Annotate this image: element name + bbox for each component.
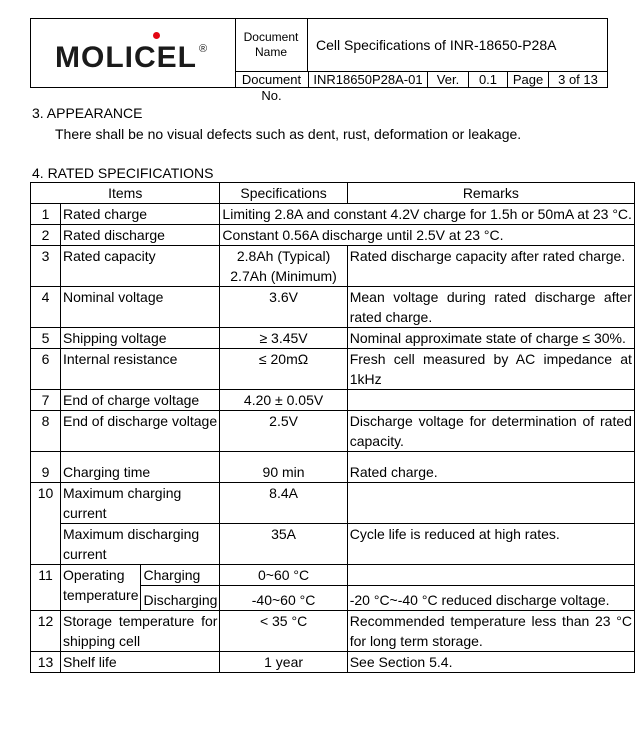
- section-3-title: 3. APPEARANCE: [32, 105, 143, 121]
- row-number: 6: [31, 349, 61, 390]
- page-value: 3 of 13: [558, 72, 598, 87]
- row-item: Rated charge: [61, 204, 220, 225]
- rated-specifications-table: [30, 182, 635, 673]
- table-row: [31, 483, 635, 524]
- row-spec: 2.5V: [220, 411, 347, 452]
- row-remark: -20 °C~-40 °C reduced discharge voltage.: [347, 586, 634, 611]
- row-subitem: Charging: [141, 565, 220, 586]
- table-row: [31, 524, 635, 565]
- row-number: 9: [31, 452, 61, 483]
- table-row: [31, 204, 635, 225]
- section-4-title: 4. RATED SPECIFICATIONS: [32, 165, 214, 181]
- table-row: [31, 246, 635, 287]
- ver-value: 0.1: [469, 72, 508, 88]
- logo-cell: [31, 19, 236, 87]
- molicel-logo: MOLICEL ®: [55, 41, 209, 74]
- table-row: [31, 411, 635, 452]
- table-row: [31, 328, 635, 349]
- table-row: [31, 611, 635, 652]
- table-row: [31, 287, 635, 328]
- row-number: 11: [31, 565, 61, 611]
- row-item: Operating temperature: [61, 565, 141, 611]
- row-number: 1: [31, 204, 61, 225]
- row-spec: ≤ 20mΩ: [220, 349, 347, 390]
- row-remark: [347, 390, 634, 411]
- row-remark: Mean voltage during rated discharge after rated charge.: [347, 287, 634, 328]
- row-spec: 2.8Ah (Typical) 2.7Ah (Minimum): [220, 246, 347, 287]
- row-remark: See Section 5.4.: [347, 652, 634, 673]
- row-remark: [347, 483, 634, 524]
- table-header-row: [31, 183, 635, 204]
- row-spec-merged: Constant 0.56A discharge until 2.5V at 23 °C.: [220, 225, 635, 246]
- row-remark: Discharge voltage for determination of rated capacity.: [347, 411, 634, 452]
- document-title: Cell Specifications of INR-18650-P28A: [316, 37, 557, 53]
- row-item: End of charge voltage: [61, 390, 220, 411]
- row-spec: 1 year: [220, 652, 347, 673]
- row-number: 12: [31, 611, 61, 652]
- row-number: 2: [31, 225, 61, 246]
- row-remark: [347, 565, 634, 586]
- row-number: 8: [31, 411, 61, 452]
- table-row: [31, 652, 635, 673]
- row-item: Shipping voltage: [61, 328, 220, 349]
- header-remarks: Remarks: [347, 183, 634, 204]
- table-row: [31, 225, 635, 246]
- row-spec: 35A: [220, 524, 347, 565]
- row-item: Storage temperature for shipping cell: [61, 611, 220, 652]
- row-remark: Fresh cell measured by AC impedance at 1kHz: [347, 349, 634, 390]
- document-name-label: Document Name: [235, 19, 308, 71]
- row-remark: Rated charge.: [347, 452, 634, 483]
- row-item: Shelf life: [61, 652, 220, 673]
- row-item: Maximum discharging current: [61, 524, 220, 565]
- row-remark: Cycle life is reduced at high rates.: [347, 524, 634, 565]
- row-item: Nominal voltage: [61, 287, 220, 328]
- row-spec: 3.6V: [220, 287, 347, 328]
- row-number: 13: [31, 652, 61, 673]
- row-item: Rated capacity: [61, 246, 220, 287]
- document-header: [30, 18, 608, 103]
- row-remark: Nominal approximate state of charge ≤ 30%.: [347, 328, 634, 349]
- row-spec-merged: Limiting 2.8A and constant 4.2V charge for 1.5h or 50mA at 23 °C.: [220, 204, 635, 225]
- row-number: 5: [31, 328, 61, 349]
- table-row: [31, 565, 635, 586]
- page-label: Page: [508, 72, 549, 88]
- row-subitem: Discharging: [141, 586, 220, 611]
- header-specifications: Specifications: [220, 183, 347, 204]
- docno-value: INR18650P28A-01: [309, 72, 428, 88]
- document-meta-row: [235, 71, 607, 103]
- row-spec: 4.20 ± 0.05V: [220, 390, 347, 411]
- row-item: Maximum charging current: [61, 483, 220, 524]
- row-number: 10: [31, 483, 61, 565]
- row-item: Rated discharge: [61, 225, 220, 246]
- table-row: [31, 452, 635, 483]
- logo-red-dot: [153, 32, 160, 39]
- row-item: Charging time: [61, 452, 220, 483]
- row-number: 7: [31, 390, 61, 411]
- row-remark: Recommended temperature less than 23 °C for long term storage.: [347, 611, 634, 652]
- table-row: [31, 390, 635, 411]
- row-spec: 8.4A: [220, 483, 347, 524]
- ver-label: Ver.: [428, 72, 469, 88]
- row-spec: -40~60 °C: [220, 586, 347, 611]
- row-spec: ≥ 3.45V: [220, 328, 347, 349]
- header-items: Items: [31, 183, 220, 204]
- row-number: 3: [31, 246, 61, 287]
- row-item: Internal resistance: [61, 349, 220, 390]
- table-row: [31, 349, 635, 390]
- row-item: End of discharge voltage: [61, 411, 220, 452]
- row-spec: 0~60 °C: [220, 565, 347, 586]
- row-spec: < 35 °C: [220, 611, 347, 652]
- row-remark: Rated discharge capacity after rated charge.: [347, 246, 634, 287]
- row-number: 4: [31, 287, 61, 328]
- section-3-text: There shall be no visual defects such as dent, rust, deformation or leakage.: [55, 126, 522, 142]
- docno-label: Document No.: [235, 72, 309, 88]
- row-spec: 90 min: [220, 452, 347, 483]
